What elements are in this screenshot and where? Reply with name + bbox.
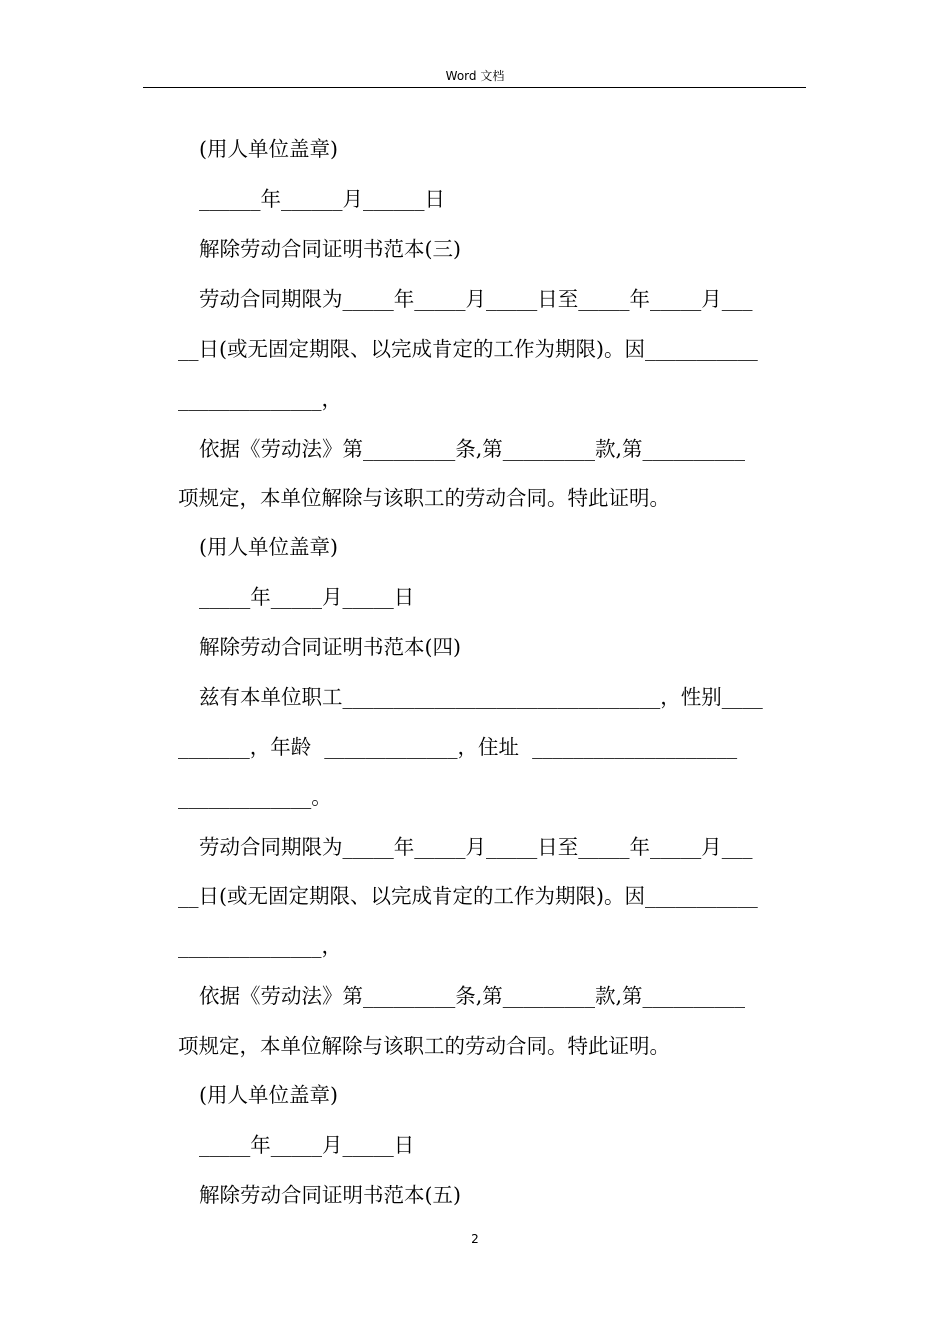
- body-line: __日(或无固定期限、以完成肯定的工作为期限)。因___________: [178, 884, 758, 908]
- header-divider: [143, 87, 806, 88]
- body-line: __日(或无固定期限、以完成肯定的工作为期限)。因___________: [178, 337, 758, 361]
- body-line: 依据《劳动法》第_________条,第_________款,第__________: [199, 984, 746, 1008]
- body-line: (用人单位盖章): [199, 137, 338, 161]
- body-line: _______，年龄 _____________，住址 ____________________: [178, 735, 738, 759]
- body-line: ______________，: [178, 387, 342, 411]
- body-line: _____年_____月_____日: [199, 585, 415, 609]
- body-line: 兹有本单位职工_______________________________，性别____: [199, 685, 763, 709]
- body-line: ______________，: [178, 934, 342, 958]
- page-number: 2: [471, 1232, 479, 1246]
- body-line: 项规定，本单位解除与该职工的劳动合同。特此证明。: [178, 486, 670, 510]
- body-line: 解除劳动合同证明书范本(四): [199, 635, 461, 659]
- body-line: ______年______月______日: [199, 187, 445, 211]
- body-line: _____________。: [178, 785, 332, 809]
- body-line: 劳动合同期限为_____年_____月_____日至_____年_____月___: [199, 287, 753, 311]
- body-line: 项规定，本单位解除与该职工的劳动合同。特此证明。: [178, 1034, 670, 1058]
- body-line: (用人单位盖章): [199, 1083, 338, 1107]
- body-line: 劳动合同期限为_____年_____月_____日至_____年_____月___: [199, 835, 753, 859]
- body-line: 依据《劳动法》第_________条,第_________款,第__________: [199, 437, 746, 461]
- body-line: _____年_____月_____日: [199, 1133, 415, 1157]
- header-title: Word 文档: [445, 69, 505, 83]
- body-line: 解除劳动合同证明书范本(三): [199, 237, 461, 261]
- body-line: 解除劳动合同证明书范本(五): [199, 1183, 461, 1207]
- body-line: (用人单位盖章): [199, 535, 338, 559]
